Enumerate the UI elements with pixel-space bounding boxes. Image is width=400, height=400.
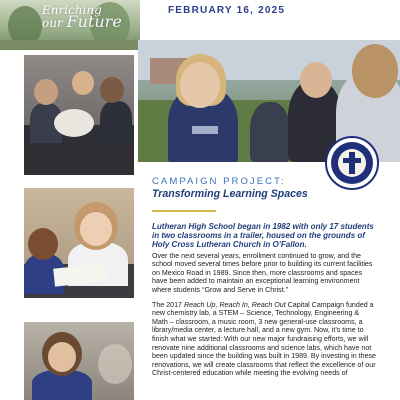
campaign-name: Reach Up, Reach In, Reach Out — [183, 300, 286, 309]
paragraph-lead: The 2017 — [152, 300, 184, 309]
photo-classroom-student — [24, 322, 134, 400]
photo-student-face — [34, 79, 58, 105]
seal-cross-bar — [343, 158, 361, 163]
article-paragraph — [152, 301, 376, 378]
campaign-logo — [42, 4, 122, 29]
photo-classroom-science — [24, 55, 134, 175]
seal-cross-icon — [349, 152, 355, 174]
article-paragraph: Over the next several years, enrollment continued to grow, and the school moved several times before prior to building its current facilities on Mexico Road in 1989. Since then, more classrooms and spaces have been added to maintain an exceptional learning environment where students “Grow and Serve in Christ.” — [152, 251, 373, 294]
paragraph-rest: Capital Campaign funded a new chemistry lab, a STEM – Science, Technology, Engineering & Math – classroom, a music room, 3 new general-use classrooms, a library/media center, a lecture hall, and a new gym. Now, it’s time to finish what we started: With our new major fundraising efforts, we will renovate nine additional classrooms and science labs, which have not been updated since the building was built in 1989. By investing in these renovations, we will create classrooms that reflect the excellence of our Christ-centered education while meeting the evolving needs of — [152, 300, 377, 378]
banner-ground — [0, 40, 140, 50]
photo-student-face — [100, 77, 124, 103]
school-seal-logo — [325, 136, 379, 190]
section-title: Transforming Learning Spaces — [152, 188, 308, 200]
photo-model-object — [54, 109, 94, 137]
photo-student-face — [80, 212, 112, 246]
logo-line-3: Future — [66, 12, 122, 31]
photo-student-face — [180, 62, 220, 108]
photo-student-face — [352, 44, 398, 98]
photo-student — [100, 101, 132, 143]
photo-shirt-logo — [192, 126, 218, 134]
photo-student-face — [72, 71, 94, 95]
photo-classroom-study — [24, 188, 134, 298]
article-intro: Lutheran High School began in 1982 with only 17 students in two classrooms in a trailer, housed on the grounds of Holy Cross Lutheran Church in O’Fallon. — [152, 222, 374, 250]
section-kicker: CAMPAIGN PROJECT: — [152, 176, 286, 187]
photo-student-face — [300, 62, 332, 98]
photo-background-person — [98, 344, 132, 384]
title-divider — [152, 210, 216, 212]
photo-student — [250, 102, 290, 162]
article-body — [152, 222, 376, 378]
photo-student-face — [28, 228, 58, 260]
photo-student-face — [48, 342, 76, 372]
logo-line-2: our — [42, 16, 63, 30]
issue-date: FEBRUARY 16, 2025 — [168, 5, 286, 16]
campaign-banner — [0, 0, 140, 50]
logo-line-1: Enriching — [42, 3, 102, 17]
